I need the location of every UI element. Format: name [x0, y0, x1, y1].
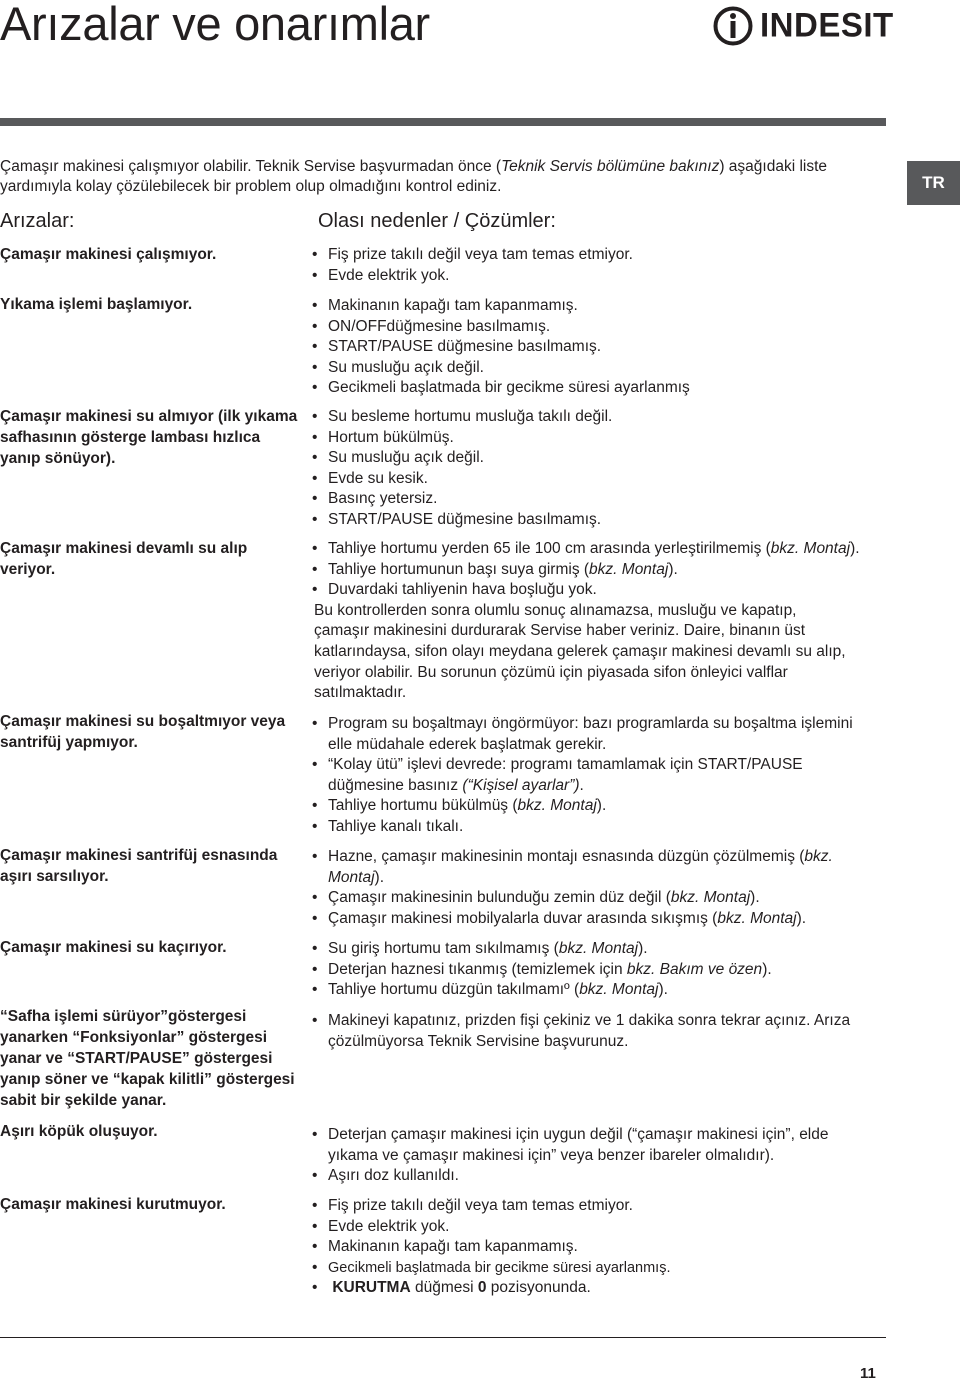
language-tab: TR	[907, 161, 960, 205]
list-item: • Program su boşaltmayı öngörmüyor: bazı programlarda su boşaltma işlemini elle müdahale ederek başlatmak gerekir.	[312, 715, 853, 753]
list-item: • Duvardaki tahliyenin hava boşluğu yok.	[312, 581, 597, 599]
page-title: Arızalar ve onarımlar	[0, 0, 430, 50]
list-item: • Tahliye kanalı tıkalı.	[312, 817, 464, 835]
header-divider	[0, 118, 886, 126]
problem-7: “Safha işlemi sürüyor”göstergesi yanarken “Fonksiyonlar” göstergesi yanar ve “START/PAUSE” göstergesi yanıp söner ve “kapak kilitli” göstergesi sabit bir şekilde yanar.	[0, 1008, 295, 1109]
list-item: • Makinanın kapağı tam kapanmamış.	[312, 297, 578, 314]
list-item: • Su musluğu açık değil.	[312, 358, 484, 376]
solutions-0	[312, 245, 902, 286]
list-item: • Tahliye hortumu düzgün takılmamıº (bkz. Montaj).	[312, 981, 668, 999]
list-item: • Evde su kesik.	[312, 469, 428, 487]
problem-4: Çamaşır makinesi su boşaltmıyor veya santrifüj yapmıyor.	[0, 713, 286, 751]
info-circle-icon	[712, 4, 754, 48]
list-item: • Çamaşır makinesinin bulunduğu zemin düz değil (bkz. Montaj).	[312, 889, 760, 907]
list-item: • Su musluğu açık değil.	[312, 449, 484, 467]
page-number: 11	[860, 1365, 876, 1382]
list-item: • Gecikmeli başlatmada bir gecikme süresi ayarlanmış	[312, 379, 690, 397]
problem-6: Çamaşır makinesi su kaçırıyor.	[0, 939, 227, 956]
list-item: • Deterjan haznesi tıkanmış (temizlemek için bkz. Bakım ve özen).	[312, 960, 772, 978]
list-item: • Çamaşır makinesi mobilyalarla duvar arasında sıkışmış (bkz. Montaj).	[312, 909, 807, 927]
list-item: • Aşırı doz kullanıldı.	[312, 1167, 459, 1185]
footer-divider	[0, 1337, 886, 1338]
solutions-1	[312, 296, 902, 399]
solutions-2	[312, 407, 902, 531]
brand-logo	[712, 4, 894, 50]
list-item: • START/PAUSE düğmesine basılmamış.	[312, 338, 602, 356]
list-item: • Fiş prize takılı değil veya tam temas etmiyor.	[312, 246, 633, 263]
list-item: • Evde elektrik yok.	[312, 266, 450, 284]
solutions-4	[312, 714, 872, 838]
solutions-5	[312, 847, 872, 929]
list-item: • Hazne, çamaşır makinesinin montajı esnasında düzgün çözülmemiş (bkz. Montaj).	[312, 848, 833, 886]
list-item: • “Kolay ütü” işlevi devrede: programı tamamlamak için START/PAUSE düğmesine basınız (“Kişisel ayarlar”).	[312, 756, 803, 794]
list-item: • Makineyi kapatınız, prizden fişi çekiniz ve 1 dakika sonra tekrar açınız. Arıza çözülmüyorsa Teknik Servisine başvurunuz.	[312, 1012, 851, 1050]
problem-2: Çamaşır makinesi su almıyor (ilk yıkama safhasının gösterge lambası hızlıca yanıp sönüyor).	[0, 408, 298, 467]
problem-1: Yıkama işlemi başlamıyor.	[0, 296, 193, 313]
problem-9: Çamaşır makinesi kurutmuyor.	[0, 1196, 226, 1213]
solutions-3	[312, 539, 902, 704]
list-item: • Deterjan çamaşır makinesi için uygun değil (“çamaşır makinesi için”, elde yıkama ve çamaşır makinesi için” veya benzer ibareler olmalıdır).	[312, 1126, 829, 1164]
problem-0: Çamaşır makinesi çalışmıyor.	[0, 246, 217, 263]
solutions-8	[312, 1125, 872, 1187]
list-item: • KURUTMA düğmesi 0 pozisyonunda.	[312, 1279, 591, 1297]
list-item: • Evde elektrik yok.	[312, 1217, 450, 1235]
list-item: • ON/OFFdüğmesine basılmamış.	[312, 317, 551, 335]
list-item: • Tahliye hortumu bükülmüş (bkz. Montaj).	[312, 797, 607, 815]
list-item: • Su besleme hortumu musluğa takılı değil.	[312, 408, 613, 425]
solutions-6	[312, 939, 902, 1001]
list-item: • Makinanın kapağı tam kapanmamış.	[312, 1238, 578, 1256]
list-item: • Basınç yetersiz.	[312, 490, 438, 508]
list-item: • Tahliye hortumu yerden 65 ile 100 cm arasında yerleştirilmemiş (bkz. Montaj).	[312, 540, 860, 557]
brand-name: INDESIT	[760, 5, 894, 44]
solutions-9	[312, 1196, 902, 1299]
list-item: • Hortum bükülmüş.	[312, 428, 454, 446]
solutions-heading: Olası nedenler / Çözümler:	[318, 210, 556, 232]
list-item: • START/PAUSE düğmesine basılmamış.	[312, 510, 602, 528]
list-item: • Tahliye hortumunun başı suya girmiş (bkz. Montaj).	[312, 560, 678, 578]
note-text: Bu kontrollerden sonra olumlu sonuç alınamazsa, musluğu ve kapatıp, çamaşır makinesini durdurarak Servise haber veriniz. Daire, binanın üst katlarındaysa, sifon olayı meydana gelerek çamaşır makinesi devamlı su alıp, veriyor olabilir. Bu sorunun çözümü için piyasada sifon önleyici valflar satılmaktadır.	[314, 601, 846, 702]
problem-8: Aşırı köpük oluşuyor.	[0, 1123, 158, 1140]
solutions-7	[312, 1011, 852, 1052]
intro-text: Çamaşır makinesi çalışmıyor olabilir. Teknik Servise başvurmadan önce (Teknik Servis bölümüne bakınız) aşağıdaki liste yardımıyla kolay çözülebilecek bir problem olup olmadığını kontrol ediniz.	[0, 158, 828, 195]
problems-heading: Arızalar:	[0, 210, 75, 232]
list-item: • Fiş prize takılı değil veya tam temas etmiyor.	[312, 1197, 633, 1214]
problem-5: Çamaşır makinesi santrifüj esnasında aşırı sarsılıyor.	[0, 847, 278, 885]
list-item: • Gecikmeli başlatmada bir gecikme süresi ayarlanmış.	[312, 1258, 671, 1276]
problem-3: Çamaşır makinesi devamlı su alıp veriyor.	[0, 540, 248, 578]
list-item: • Su giriş hortumu tam sıkılmamış (bkz. Montaj).	[312, 940, 648, 957]
